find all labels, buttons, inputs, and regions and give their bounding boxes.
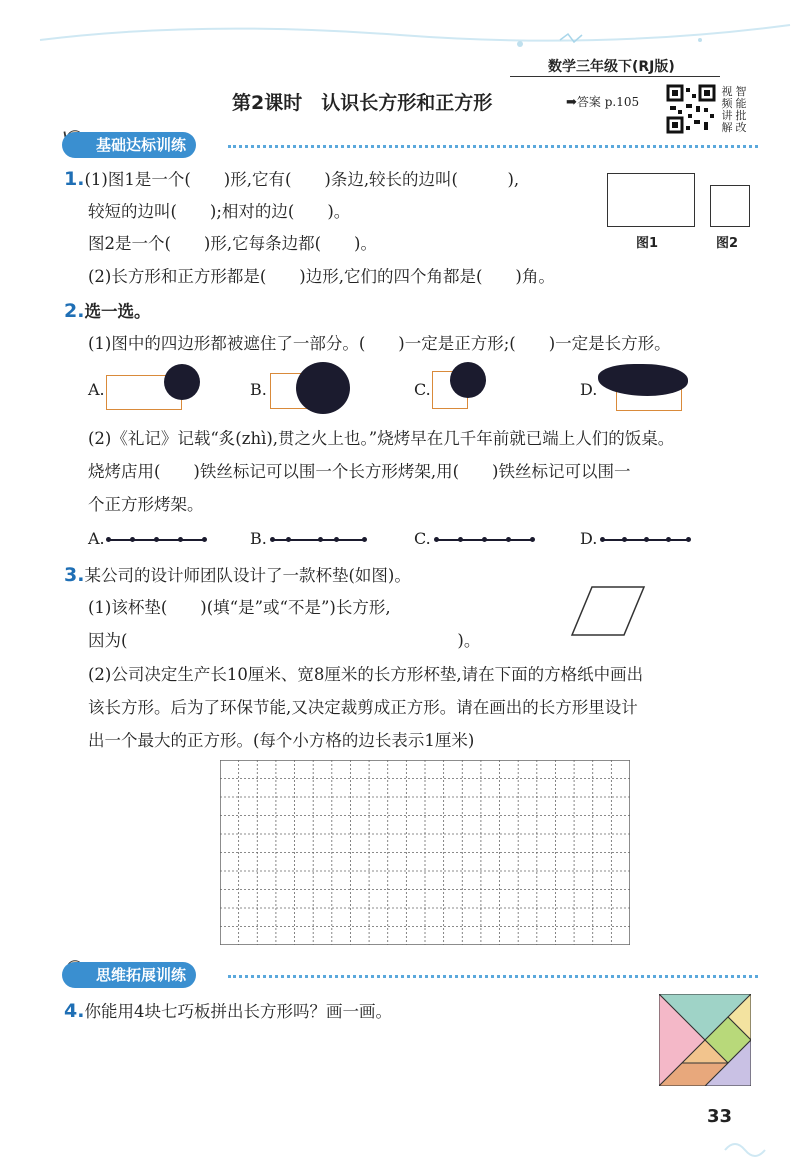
wire-dot: [644, 537, 649, 542]
q2-option-a-blob: [164, 364, 200, 400]
q2-title-line: [64, 300, 150, 323]
q2-option-a-label[interactable]: A.: [88, 380, 105, 399]
q2-option-c-blob: [450, 362, 486, 398]
q3-line-2: (1)该杯垫( )(填“是”或“不是”)长方形,: [88, 598, 391, 617]
wire-dot: [106, 537, 111, 542]
qr-side-text-1: [721, 86, 733, 134]
q2-title: 选一选。: [84, 302, 151, 321]
header-rule: [510, 76, 720, 77]
q3-line-4: (2)公司决定生产长10厘米、宽8厘米的长方形杯垫,请在下面的方格纸中画出: [88, 665, 644, 684]
figure-2-square: [710, 185, 750, 227]
figure-1-rectangle: [607, 173, 695, 227]
qr-char: 频: [721, 97, 733, 110]
wire-dot: [530, 537, 535, 542]
q2-line-3: 烧烤店用( )铁丝标记可以围一个长方形烤架,用( )铁丝标记可以围一: [88, 462, 631, 481]
q1-text-1: (1)图1是一个( )形,它有( )条边,较长的边叫( ),: [84, 170, 520, 189]
wire-dot: [178, 537, 183, 542]
qr-char: 讲: [721, 109, 733, 122]
wire-dot: [666, 537, 671, 542]
q2-line-2: (2)《礼记》记载“炙(zhì),贯之火上也。”烧烤早在几千年前就已端上人们的饭桌。: [88, 429, 675, 448]
section-dotted-rule: [228, 145, 758, 148]
page-title: 第2课时 认识长方形和正方形: [232, 92, 493, 114]
q2-line-1: (1)图中的四边形都被遮住了一部分。( )一定是正方形;( )一定是长方形。: [88, 334, 671, 353]
q1-line-2: 较短的边叫( );相对的边( )。: [88, 202, 351, 221]
section-label-extend: 思维拓展训练: [62, 962, 196, 988]
qr-char: 批: [735, 109, 747, 122]
series-label: 数学三年级下(RJ版): [548, 59, 675, 75]
q2-option-c-label[interactable]: C.: [414, 380, 431, 399]
q3-text-1: 某公司的设计师团队设计了一款杯垫(如图)。: [84, 566, 411, 585]
corner-decoration: [720, 1130, 780, 1160]
q3-line-5: 该长方形。后为了环保节能,又决定裁剪成正方形。请在画出的长方形里设计: [88, 698, 638, 717]
q3-number: 3.: [64, 564, 85, 586]
q2-wire-option-d-label[interactable]: D.: [580, 529, 598, 548]
section-dotted-rule: [228, 975, 758, 978]
q2-option-b-label[interactable]: B.: [250, 380, 267, 399]
figure-2-caption: 图2: [716, 236, 739, 251]
q3-line-1: [64, 564, 411, 587]
section-label-basic: 基础达标训练: [62, 132, 196, 158]
wire-dot: [482, 537, 487, 542]
q2-wire-option-a-label[interactable]: A.: [88, 529, 105, 548]
qr-side-text-2: [735, 86, 747, 134]
qr-char: 视: [721, 85, 733, 98]
wire-dot: [506, 537, 511, 542]
q4-number: 4.: [64, 1000, 85, 1022]
wire-dot: [334, 537, 339, 542]
q1-line-4: (2)长方形和正方形都是( )边形,它们的四个角都是( )角。: [88, 267, 555, 286]
arrow-right-icon: ➡: [566, 95, 577, 110]
wire-dot: [458, 537, 463, 542]
page-number: 33: [707, 1106, 733, 1127]
q2-wire-option-c-label[interactable]: C.: [414, 529, 431, 548]
q1-number: 1.: [64, 168, 85, 190]
header-decoration: [0, 0, 800, 60]
q2-option-b-blob: [296, 362, 350, 414]
qr-char: 能: [735, 97, 747, 110]
qr-char: 智: [735, 85, 747, 98]
wire-dot: [154, 537, 159, 542]
q2-option-d-label[interactable]: D.: [580, 380, 598, 399]
wire-dot: [362, 537, 367, 542]
qr-char: 解: [721, 121, 733, 134]
q2-line-4: 个正方形烤架。: [88, 495, 204, 514]
wire-dot: [622, 537, 627, 542]
wire-dot: [202, 537, 207, 542]
tangram-picture: [659, 994, 751, 1086]
q3-line-3: 因为( )。: [88, 631, 481, 650]
wire-dot: [600, 537, 605, 542]
wire-dot: [286, 537, 291, 542]
qr-char: 改: [735, 121, 747, 134]
q4-line: [64, 1000, 392, 1023]
q4-text: 你能用4块七巧板拼出长方形吗？画一画。: [84, 1002, 392, 1021]
answer-ref: [566, 91, 639, 110]
q1-line-3: 图2是一个( )形,它每条边都( )。: [88, 234, 377, 253]
wire-dot: [434, 537, 439, 542]
wire-dot: [318, 537, 323, 542]
grid-paper[interactable]: [220, 760, 630, 945]
q1-line-1: [64, 168, 519, 191]
q3-line-6: 出一个最大的正方形。(每个小方格的边长表示1厘米): [88, 731, 475, 750]
wire-dot: [270, 537, 275, 542]
answer-ref-text: 答案 p.105: [576, 95, 640, 109]
q2-wire-option-b-label[interactable]: B.: [250, 529, 267, 548]
wire-dot: [130, 537, 135, 542]
qr-code-icon[interactable]: [666, 84, 716, 134]
figure-1-caption: 图1: [636, 236, 659, 251]
wire-dot: [686, 537, 691, 542]
coaster-parallelogram: [568, 584, 648, 640]
q2-option-d-blob: [598, 364, 688, 396]
q2-number: 2.: [64, 300, 85, 322]
